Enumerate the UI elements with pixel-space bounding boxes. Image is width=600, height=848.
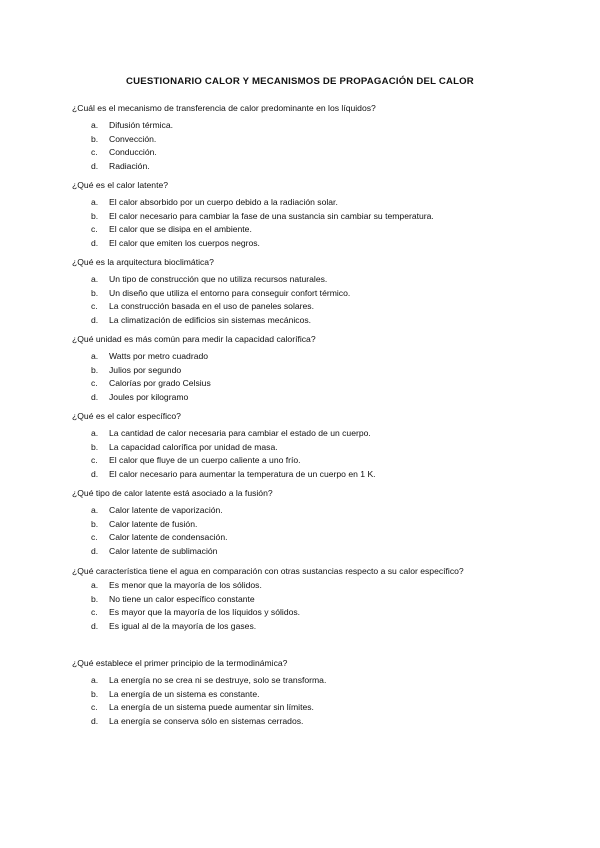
option-letter: a.: [91, 274, 99, 284]
option-letter: b.: [91, 210, 99, 221]
answer-option: [72, 441, 532, 455]
option-text: Conducción.: [109, 147, 157, 158]
question-text: ¿Cuál es el mecanismo de transferencia de calor predominante en los líquidos?: [72, 103, 376, 113]
option-text: Calor latente de sublimación: [109, 545, 218, 556]
answer-options: [72, 427, 532, 481]
option-letter: a.: [91, 197, 99, 207]
option-text: El calor necesario para cambiar la fase de una sustancia sin cambiar su temperatura.: [109, 210, 434, 221]
option-letter: d.: [91, 237, 99, 248]
answer-options: [72, 119, 532, 173]
option-text: La energía de un sistema puede aumentar sin límites.: [109, 702, 314, 713]
answer-option: [72, 287, 532, 301]
answer-option: [72, 454, 532, 468]
question-7: [72, 565, 532, 633]
option-text: El calor que fluye de un cuerpo caliente a uno frío.: [109, 455, 301, 466]
answer-option: [72, 273, 532, 287]
answer-option: [72, 210, 532, 224]
question-5: [72, 410, 532, 481]
question-text: ¿Qué establece el primer principio de la termodinámica?: [72, 658, 288, 668]
answer-option: [72, 350, 532, 364]
answer-option: [72, 518, 532, 532]
option-letter: c.: [91, 378, 98, 389]
option-text: La energía de un sistema es constante.: [109, 688, 260, 699]
question-6: [72, 487, 532, 558]
option-letter: d.: [91, 314, 99, 325]
question-text: ¿Qué es el calor latente?: [72, 180, 169, 190]
answer-option: [72, 314, 532, 328]
option-letter: c.: [91, 224, 98, 235]
option-text: No tiene un calor específico constante: [109, 593, 255, 604]
answer-option: [72, 427, 532, 441]
question-text: ¿Qué unidad es más común para medir la capacidad calorífica?: [72, 334, 316, 344]
option-text: Convección.: [109, 133, 157, 144]
answer-option: [72, 119, 532, 133]
question-4: [72, 333, 532, 404]
option-text: El calor absorbido por un cuerpo debido a la radiación solar.: [109, 197, 338, 207]
option-text: Watts por metro cuadrado: [109, 351, 209, 361]
answer-option: [72, 504, 532, 518]
question-text: ¿Qué es la arquitectura bioclimática?: [72, 257, 214, 267]
answer-option: [72, 620, 532, 634]
answer-option: [72, 531, 532, 545]
option-letter: b.: [91, 364, 99, 375]
option-letter: b.: [91, 441, 99, 452]
answer-option: [72, 701, 532, 715]
question-3: [72, 256, 532, 327]
answer-option: [72, 133, 532, 147]
option-letter: a.: [91, 580, 99, 590]
answer-option: [72, 160, 532, 174]
option-text: Calor latente de vaporización.: [109, 505, 223, 515]
answer-option: [72, 223, 532, 237]
option-text: La cantidad de calor necesaria para cambiar el estado de un cuerpo.: [109, 428, 371, 438]
option-text: Es menor que la mayoría de los sólidos.: [109, 580, 262, 590]
option-text: Difusión térmica.: [109, 120, 173, 130]
question-1: [72, 102, 532, 173]
option-letter: c.: [91, 532, 98, 543]
answer-option: [72, 688, 532, 702]
answer-options: [72, 674, 532, 728]
question-text: ¿Qué es el calor específico?: [72, 411, 181, 421]
option-text: Calor latente de fusión.: [109, 518, 198, 529]
answer-option: [72, 545, 532, 559]
answer-option: [72, 593, 532, 607]
option-text: Calorías por grado Celsius: [109, 378, 211, 389]
option-text: La climatización de edificios sin sistemas mecánicos.: [109, 314, 312, 325]
answer-option: [72, 579, 532, 593]
option-letter: c.: [91, 607, 98, 618]
option-letter: b.: [91, 688, 99, 699]
option-text: Es igual al de la mayoría de los gases.: [109, 620, 257, 631]
option-letter: c.: [91, 301, 98, 312]
answer-option: [72, 391, 532, 405]
option-letter: a.: [91, 120, 99, 130]
option-text: La energía no se crea ni se destruye, solo se transforma.: [109, 675, 327, 685]
option-text: La capacidad calorífica por unidad de masa.: [109, 441, 278, 452]
option-letter: d.: [91, 468, 99, 479]
answer-options: [72, 350, 532, 404]
option-letter: a.: [91, 428, 99, 438]
option-letter: a.: [91, 351, 99, 361]
document-title: CUESTIONARIO CALOR Y MECANISMOS DE PROPAGACIÓN DEL CALOR: [126, 76, 474, 87]
answer-options: [72, 504, 532, 558]
option-letter: b.: [91, 518, 99, 529]
option-text: La construcción basada en el uso de paneles solares.: [109, 301, 314, 312]
option-text: Un tipo de construcción que no utiliza recursos naturales.: [109, 274, 328, 284]
answer-option: [72, 715, 532, 729]
option-letter: c.: [91, 455, 98, 466]
answer-option: [72, 146, 532, 160]
question-text: ¿Qué tipo de calor latente está asociado a la fusión?: [72, 488, 273, 498]
option-text: Es mayor que la mayoría de los líquidos y sólidos.: [109, 607, 301, 618]
option-letter: d.: [91, 545, 99, 556]
option-text: El calor que emiten los cuerpos negros.: [109, 237, 260, 248]
answer-option: [72, 300, 532, 314]
option-text: El calor que se disipa en el ambiente.: [109, 224, 252, 235]
option-letter: b.: [91, 287, 99, 298]
option-text: La energía se conserva sólo en sistemas cerrados.: [109, 715, 304, 726]
answer-options: [72, 273, 532, 327]
option-letter: d.: [91, 715, 99, 726]
option-letter: d.: [91, 620, 99, 631]
option-letter: a.: [91, 505, 99, 515]
option-text: Julios por segundo: [109, 364, 182, 375]
question-text: ¿Qué característica tiene el agua en comparación con otras sustancias respecto a su calor específico?: [72, 566, 464, 576]
answer-option: [72, 606, 532, 620]
answer-option: [72, 364, 532, 378]
answer-option: [72, 377, 532, 391]
option-letter: a.: [91, 675, 99, 685]
answer-options: [72, 579, 532, 633]
answer-option: [72, 674, 532, 688]
option-letter: d.: [91, 391, 99, 402]
answer-option: [72, 468, 532, 482]
option-letter: c.: [91, 702, 98, 713]
answer-option: [72, 196, 532, 210]
answer-option: [72, 237, 532, 251]
option-text: Calor latente de condensación.: [109, 532, 228, 543]
option-letter: b.: [91, 593, 99, 604]
option-letter: c.: [91, 147, 98, 158]
option-letter: b.: [91, 133, 99, 144]
answer-options: [72, 196, 532, 250]
question-8: [72, 657, 532, 728]
option-text: Radiación.: [109, 160, 150, 171]
option-text: Joules por kilogramo: [109, 391, 189, 402]
option-text: El calor necesario para aumentar la temperatura de un cuerpo en 1 K.: [109, 468, 376, 479]
option-text: Un diseño que utiliza el entorno para conseguir confort térmico.: [109, 287, 351, 298]
option-letter: d.: [91, 160, 99, 171]
question-2: [72, 179, 532, 250]
